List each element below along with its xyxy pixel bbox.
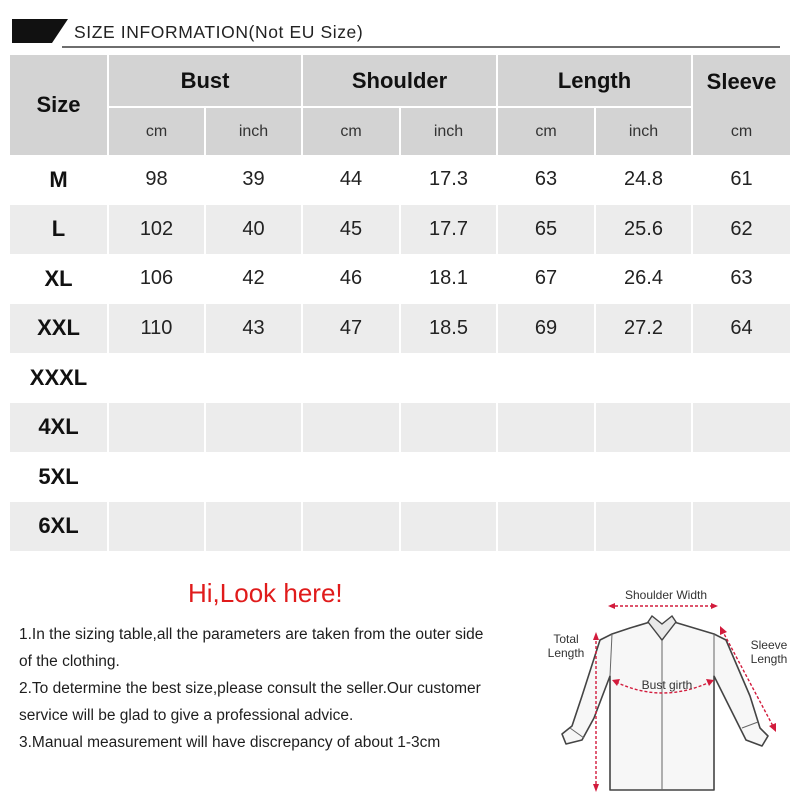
- measurement-cell: 42: [204, 254, 301, 304]
- unit-cell: cm: [107, 108, 204, 155]
- measurement-cell: [691, 502, 790, 552]
- measurement-cell: [301, 452, 399, 502]
- size-cell: L: [10, 205, 107, 255]
- sleeve-length-label-line2: Length: [750, 652, 788, 666]
- measurement-diagram: [538, 578, 800, 800]
- measurement-cell: [399, 353, 496, 403]
- measurement-cell: 45: [301, 205, 399, 255]
- measurement-cell: [301, 502, 399, 552]
- note-line: service will be glad to give a professional advice.: [19, 707, 354, 724]
- measurement-cell: [496, 502, 594, 552]
- measurement-cell: 63: [691, 254, 790, 304]
- measurement-cell: [691, 452, 790, 502]
- measurement-cell: [691, 403, 790, 453]
- size-cell: 4XL: [10, 403, 107, 453]
- note-line: 1.In the sizing table,all the parameters are taken from the outer side: [19, 626, 484, 643]
- table-row: [10, 254, 790, 304]
- measurement-cell: [399, 502, 496, 552]
- total-length-label: [542, 632, 590, 660]
- length-header: Length: [496, 55, 691, 108]
- size-header: Size: [10, 55, 107, 155]
- total-length-label-line1: Total: [553, 632, 579, 646]
- bust-girth-label: Bust girth: [641, 678, 693, 692]
- measurement-cell: [691, 353, 790, 403]
- total-length-label-line2: Length: [547, 646, 585, 660]
- size-cell: 6XL: [10, 502, 107, 552]
- unit-cell: cm: [496, 108, 594, 155]
- table-row: [10, 304, 790, 354]
- measurement-cell: [107, 353, 204, 403]
- measurement-cell: 27.2: [594, 304, 691, 354]
- size-table: [10, 55, 790, 551]
- unit-cell: inch: [399, 108, 496, 155]
- measurement-cell: 18.5: [399, 304, 496, 354]
- measurement-cell: [496, 452, 594, 502]
- measurement-cell: [204, 502, 301, 552]
- measurement-cell: [107, 403, 204, 453]
- table-unit-row: [10, 108, 790, 155]
- table-row: [10, 155, 790, 205]
- measurement-cell: [204, 452, 301, 502]
- measurement-cell: [594, 353, 691, 403]
- table-row: [10, 353, 790, 403]
- sleeve-length-label-line1: Sleeve: [750, 638, 788, 652]
- measurement-cell: [496, 403, 594, 453]
- measurement-cell: 61: [691, 155, 790, 205]
- measurement-cell: 17.3: [399, 155, 496, 205]
- measurement-cell: [301, 403, 399, 453]
- header-title: SIZE INFORMATION(Not EU Size): [74, 22, 364, 42]
- table-row: [10, 452, 790, 502]
- shoulder-width-label: Shoulder Width: [624, 588, 708, 602]
- sleeve-length-label: [742, 638, 796, 666]
- measurement-cell: 110: [107, 304, 204, 354]
- table-header-row: [10, 55, 790, 108]
- measurement-cell: 62: [691, 205, 790, 255]
- measurement-cell: [594, 452, 691, 502]
- measurement-cell: [594, 502, 691, 552]
- unit-cell: inch: [594, 108, 691, 155]
- measurement-cell: 98: [107, 155, 204, 205]
- measurement-cell: 43: [204, 304, 301, 354]
- measurement-cell: 40: [204, 205, 301, 255]
- unit-cell: cm: [691, 108, 790, 155]
- measurement-cell: 65: [496, 205, 594, 255]
- measurement-cell: 106: [107, 254, 204, 304]
- sleeve-header: Sleeve: [691, 55, 790, 108]
- size-cell: XXL: [10, 304, 107, 354]
- header-banner-shape: [12, 19, 68, 43]
- measurement-cell: [204, 353, 301, 403]
- measurement-cell: [204, 403, 301, 453]
- table-row: [10, 502, 790, 552]
- measurement-cell: 47: [301, 304, 399, 354]
- measurement-cell: [594, 403, 691, 453]
- measurement-cell: 102: [107, 205, 204, 255]
- size-cell: XL: [10, 254, 107, 304]
- shoulder-header: Shoulder: [301, 55, 496, 108]
- notes-heading: Hi,Look here!: [188, 578, 343, 608]
- measurement-cell: 24.8: [594, 155, 691, 205]
- measurement-cell: 64: [691, 304, 790, 354]
- measurement-cell: 44: [301, 155, 399, 205]
- table-row: [10, 403, 790, 453]
- note-line: of the clothing.: [19, 653, 120, 670]
- size-cell: M: [10, 155, 107, 205]
- measurement-cell: 67: [496, 254, 594, 304]
- size-cell: XXXL: [10, 353, 107, 403]
- measurement-cell: [496, 353, 594, 403]
- measurement-cell: [399, 452, 496, 502]
- measurement-cell: 18.1: [399, 254, 496, 304]
- unit-cell: cm: [301, 108, 399, 155]
- header-rule: [62, 46, 780, 48]
- measurement-cell: 26.4: [594, 254, 691, 304]
- measurement-cell: 39: [204, 155, 301, 205]
- measurement-cell: [399, 403, 496, 453]
- measurement-cell: 63: [496, 155, 594, 205]
- bust-header: Bust: [107, 55, 301, 108]
- measurement-cell: [107, 502, 204, 552]
- size-cell: 5XL: [10, 452, 107, 502]
- measurement-cell: 46: [301, 254, 399, 304]
- header: [0, 0, 800, 55]
- note-line: 3.Manual measurement will have discrepancy of about 1-3cm: [19, 734, 441, 751]
- note-line: 2.To determine the best size,please consult the seller.Our customer: [19, 680, 481, 697]
- measurement-cell: 69: [496, 304, 594, 354]
- unit-cell: inch: [204, 108, 301, 155]
- measurement-cell: 17.7: [399, 205, 496, 255]
- measurement-cell: [107, 452, 204, 502]
- measurement-cell: [301, 353, 399, 403]
- measurement-cell: 25.6: [594, 205, 691, 255]
- table-row: [10, 205, 790, 255]
